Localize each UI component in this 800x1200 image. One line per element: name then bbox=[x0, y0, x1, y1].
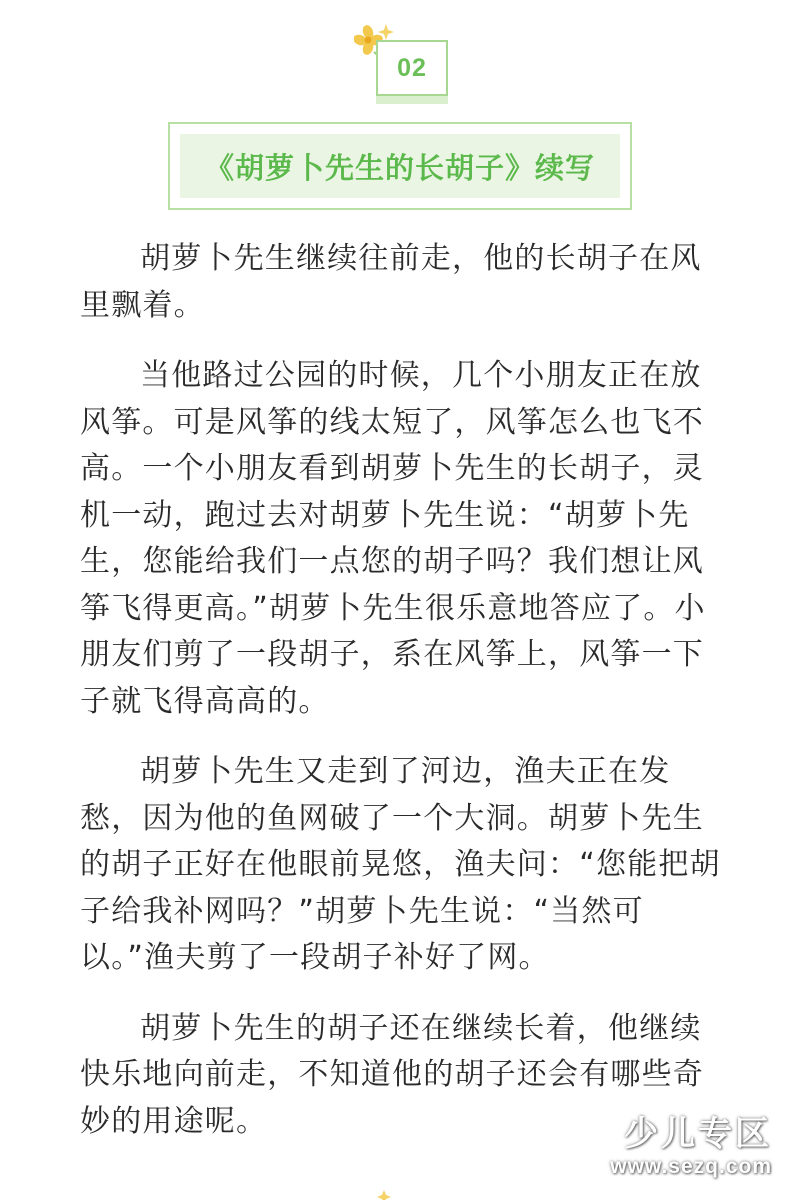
title-frame bbox=[168, 122, 632, 210]
paragraph-4: 胡萝卜先生的胡子还在继续长着，他继续快乐地向前走，不知道他的胡子还会有哪些奇妙的用途呢。 bbox=[80, 1010, 704, 1139]
watermark bbox=[610, 1114, 772, 1180]
paragraph-3: 胡萝卜先生又走到了河边，渔夫正在发愁，因为他的鱼网破了一个大洞。胡萝卜先生的胡子正好在他眼前晃悠，渔夫问：“您能把胡子给我补网吗？”胡萝卜先生说：“当然可以。”渔夫剪了一段胡子补好了网。 bbox=[80, 754, 721, 975]
section-number-badge bbox=[354, 20, 454, 110]
watermark-url: www.sezq.com bbox=[610, 1155, 772, 1178]
title-background bbox=[180, 134, 620, 198]
article-title: 《胡萝卜先生的长胡子》续写 bbox=[204, 150, 595, 185]
flower-icon bbox=[372, 1188, 396, 1200]
section-number: 02 bbox=[397, 53, 427, 82]
badge-box bbox=[376, 40, 448, 96]
article-body bbox=[80, 236, 724, 1169]
paragraph-1: 胡萝卜先生继续往前走，他的长胡子在风里飘着。 bbox=[80, 241, 702, 323]
paragraph-2: 当他路过公园的时候，几个小朋友正在放风筝。可是风筝的线太短了，风筝怎么也飞不高。一个小朋友看到胡萝卜先生的长胡子，灵机一动，跑过去对胡萝卜先生说：“胡萝卜先生，您能给我们一点您的胡子吗？我们想让风筝飞得更高。”胡萝卜先生很乐意地答应了。小朋友们剪了一段胡子，系在风筝上，风筝一下子就飞得高高的。 bbox=[80, 358, 706, 719]
watermark-title: 少儿专区 bbox=[624, 1114, 772, 1154]
